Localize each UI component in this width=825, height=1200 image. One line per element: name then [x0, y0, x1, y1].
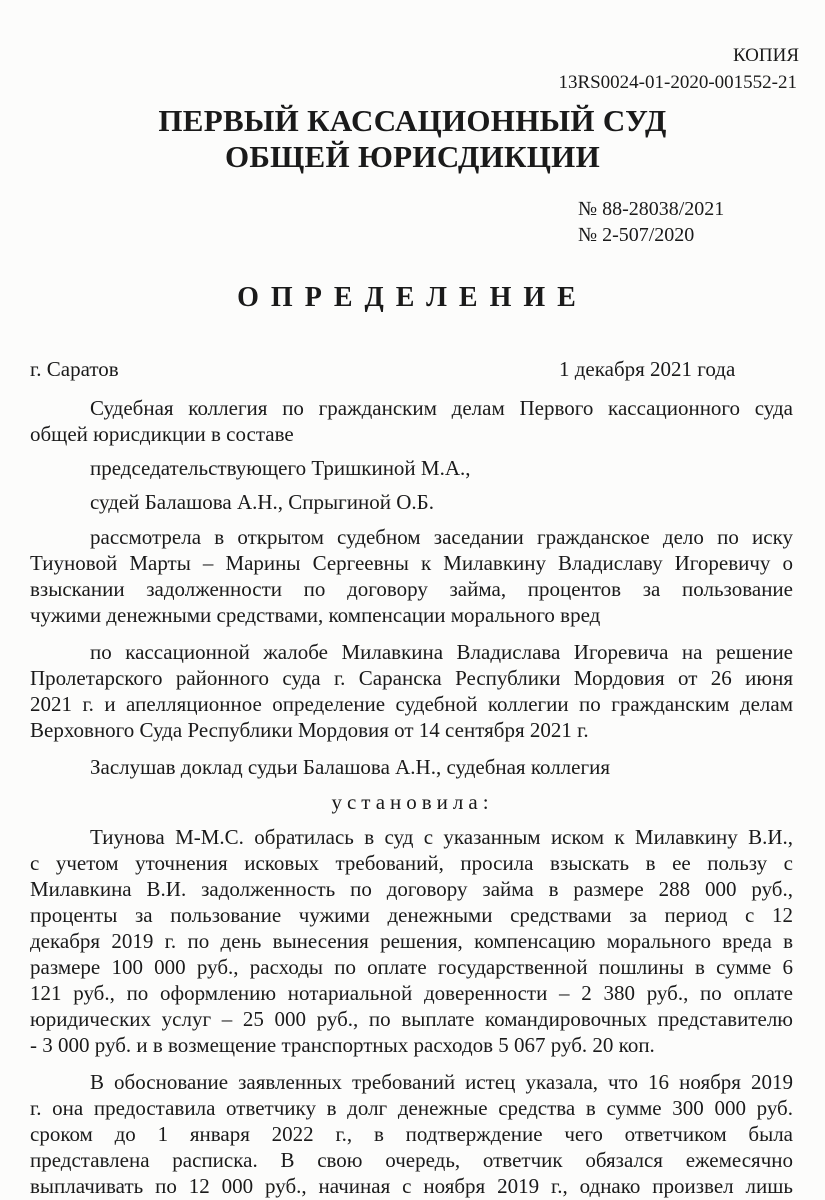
- body-line: 2021 г. и апелляционное определение судебной коллегии по гражданским делам: [30, 692, 793, 716]
- body-line: В обоснование заявленных требований истец указала, что 16 ноября 2019: [90, 1070, 793, 1094]
- body-line: г. она предоставила ответчику в долг денежные средства в сумме 300 000 руб.: [30, 1096, 793, 1120]
- body-line: с учетом уточнения исковых требований, просила взыскать в ее пользу с: [30, 851, 793, 875]
- court-name-line-1: ПЕРВЫЙ КАССАЦИОННЫЙ СУД: [158, 103, 667, 138]
- copy-mark: КОПИЯ: [732, 45, 799, 66]
- body-line: взыскании задолженности по договору займа, процентов за пользование: [30, 577, 793, 601]
- body-line: сроком до 1 января 2022 г., в подтверждение чего ответчиком была: [30, 1122, 793, 1146]
- body-line: юридических услуг – 25 000 руб., по выплате командировочных представителю: [30, 1007, 793, 1031]
- body-line: по кассационной жалобе Милавкина Владислава Игоревича на решение: [90, 640, 793, 664]
- body-line: рассмотрела в открытом судебном заседании гражданское дело по иску: [90, 525, 793, 549]
- date: 1 декабря 2021 года: [559, 357, 736, 381]
- body-line: Заслушав доклад судьи Балашова А.Н., судебная коллегия: [90, 755, 610, 779]
- body-line: председательствующего Тришкиной М.А.,: [90, 456, 471, 480]
- body-line: Милавкина В.И. задолженность по договору займа в размере 288 000 руб.,: [30, 877, 793, 901]
- body-line: Пролетарского районного суда г. Саранска Республики Мордовия от 26 июня: [30, 666, 793, 690]
- body-line: декабря 2019 г. по день вынесения решения, компенсацию морального вреда в: [30, 929, 793, 953]
- body-line: Верховного Суда Республики Мордовия от 14 сентября 2021 г.: [30, 718, 589, 742]
- body-line: судей Балашова А.Н., Спрыгиной О.Б.: [90, 490, 434, 514]
- document-title: ОПРЕДЕЛЕНИЕ: [237, 282, 588, 313]
- case-number-cassation: № 88-28038/2021: [578, 198, 725, 220]
- body-line: проценты за пользование чужими денежными средствами за период с 12: [30, 903, 793, 927]
- place: г. Саратов: [30, 357, 119, 381]
- body-line: 121 руб., по оформлению нотариальной доверенности – 2 380 руб., по оплате: [30, 981, 793, 1005]
- case-number-first-instance: № 2-507/2020: [578, 224, 695, 246]
- body-line: Судебная коллегия по гражданским делам Первого кассационного суда: [90, 396, 793, 420]
- unique-identifier: 13RS0024-01-2020-001552-21: [558, 72, 797, 93]
- body-line: Тиуновой Марты – Марины Сергеевны к Милавкину Владиславу Игоревичу о: [30, 551, 793, 575]
- body-line: - 3 000 руб. и в возмещение транспортных расходов 5 067 руб. 20 коп.: [30, 1033, 655, 1057]
- body-line: чужими денежными средствами, компенсации морального вред: [30, 603, 601, 627]
- body-line: выплачивать по 12 000 руб., начиная с ноября 2019 г., однако произвел лишь: [30, 1174, 793, 1198]
- body-line: Тиунова М-М.С. обратилась в суд с указанным иском к Милавкину В.И.,: [90, 825, 793, 849]
- body-line: представлена расписка. В свою очередь, ответчик обязался ежемесячно: [30, 1148, 793, 1172]
- body-line: размере 100 000 руб., расходы по оплате государственной пошлины в сумме 6: [30, 955, 793, 979]
- body-line: общей юрисдикции в составе: [30, 422, 294, 446]
- section-heading-established: установила:: [331, 790, 494, 814]
- court-name-line-2: ОБЩЕЙ ЮРИСДИКЦИИ: [224, 139, 601, 174]
